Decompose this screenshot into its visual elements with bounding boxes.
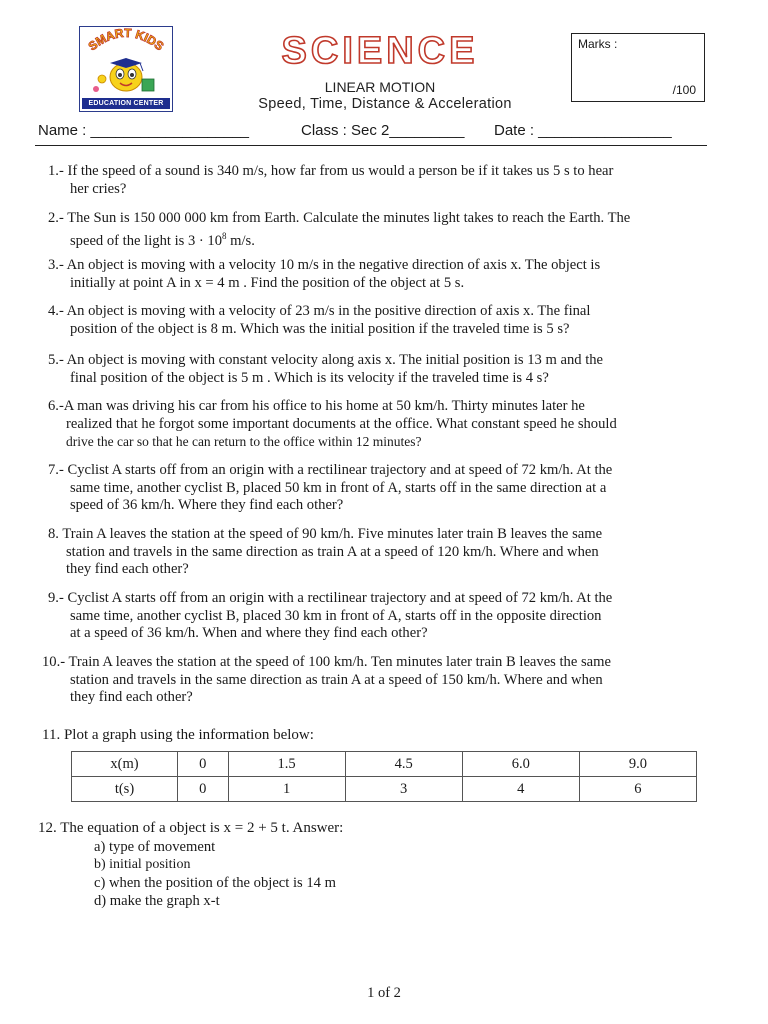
question-text: station and travels in the same direction as train A at a speed of 150 km/h. Where and when (70, 671, 603, 688)
question-text: drive the car so that he can return to the office within 12 minutes? (66, 434, 422, 449)
question-text: same time, another cyclist B, placed 30 km in front of A, starts off in the opposite direction (70, 607, 602, 624)
logo-mascot-icon (80, 27, 172, 99)
question-7 (48, 462, 696, 515)
question-text: at a speed of 36 km/h. When and where they find each other? (70, 625, 428, 641)
question-text: station and travels in the same direction as train A at a speed of 120 km/h. Where and when (66, 543, 599, 560)
question-text: 6.-A man was driving his car from his office to his home at 50 km/h. Thirty minutes later he (48, 398, 585, 414)
table-row (72, 752, 697, 777)
table-cell: 4.5 (345, 752, 462, 777)
question-text: 9.- Cyclist A starts off from an origin with a rectilinear trajectory and at speed of 72 km/h. At the (48, 590, 613, 606)
table-cell: 6.0 (462, 752, 579, 777)
question-8 (48, 526, 696, 579)
question-10 (42, 654, 696, 707)
question-text: speed of 36 km/h. Where they find each other? (70, 497, 344, 513)
question-text-part: m/s. (226, 232, 255, 249)
name-field: Name : ___________________ (38, 122, 250, 139)
question-text: they find each other? (70, 689, 193, 705)
svg-text:SMART KIDS: SMART KIDS (85, 27, 167, 54)
question-text: 3.- An object is moving with a velocity 10 m/s in the negative direction of axis x. The object is (48, 257, 601, 273)
question-text: initially at point A in x = 4 m . Find the position of the object at 5 s. (70, 274, 465, 291)
class-field: Class : Sec 2_________ (301, 122, 465, 139)
topic-subtitle: Speed, Time, Distance & Acceleration (258, 96, 512, 112)
marks-box (571, 33, 705, 102)
topic-title: LINEAR MOTION (324, 79, 436, 95)
question-text: 10.- Train A leaves the station at the speed of 100 km/h. Ten minutes later train B leaves the same (42, 654, 611, 670)
smart-kids-logo (79, 26, 173, 112)
table-cell: x(m) (72, 752, 178, 777)
question-text: 2.- The Sun is 150 000 000 km from Earth. Calculate the minutes light takes to reach the Earth. The (48, 210, 631, 226)
table-row (72, 777, 697, 802)
list-item: a) type of movement (94, 839, 216, 855)
table-cell: 1 (228, 777, 345, 802)
exponent: 8 (222, 230, 227, 241)
page-title: SCIENCE (281, 30, 479, 72)
table-cell: 0 (178, 777, 229, 802)
data-table (71, 751, 697, 802)
question-text-part: speed of the light is 3 · 10 (70, 232, 222, 249)
question-12-items (94, 838, 336, 910)
list-item: b) initial position (94, 857, 191, 872)
list-item: c) when the position of the object is 14 m (94, 875, 336, 891)
question-3 (48, 257, 696, 292)
table-cell: 3 (345, 777, 462, 802)
table-cell: 1.5 (228, 752, 345, 777)
marks-total: /100 (672, 83, 696, 97)
question-text: 7.- Cyclist A starts off from an origin with a rectilinear trajectory and at speed of 72 km/h. At the (48, 462, 613, 478)
table-cell: 9.0 (579, 752, 696, 777)
student-info-line (38, 122, 708, 144)
table-cell: t(s) (72, 777, 178, 802)
question-text: 12. The equation of a object is x = 2 + 5 t. Answer: (38, 820, 344, 836)
table-cell: 0 (178, 752, 229, 777)
question-text: position of the object is 8 m. Which was the initial position if the traveled time is 5 s? (70, 320, 570, 337)
question-2 (48, 210, 696, 250)
question-6 (48, 398, 696, 451)
table-cell: 6 (579, 777, 696, 802)
question-12 (38, 820, 686, 838)
question-text: 8. Train A leaves the station at the speed of 90 km/h. Five minutes later train B leaves the same (48, 526, 603, 542)
date-field: Date : ________________ (494, 122, 672, 139)
question-text: realized that he forgot some important documents at the office. What constant speed he should (66, 415, 617, 432)
question-11 (42, 727, 690, 745)
question-text (48, 228, 696, 250)
question-4 (48, 303, 696, 338)
question-text: 4.- An object is moving with a velocity of 23 m/s in the positive direction of axis x. The final (48, 303, 591, 319)
question-text: same time, another cyclist B, placed 50 km in front of A, starts off in the same direction at a (70, 479, 607, 496)
question-text: final position of the object is 5 m . Which is its velocity if the traveled time is 4 s? (70, 369, 549, 386)
logo-caption: EDUCATION CENTER (82, 98, 170, 109)
question-text: 1.- If the speed of a sound is 340 m/s, how far from us would a person be if it takes us 5 s to hear (48, 163, 614, 179)
question-text: 11. Plot a graph using the information below: (42, 727, 314, 743)
marks-label: Marks : (578, 37, 618, 51)
question-5 (48, 352, 696, 387)
question-1 (48, 163, 696, 198)
question-text: her cries? (70, 180, 127, 197)
page-number: 1 of 2 (367, 985, 401, 1001)
question-text: 5.- An object is moving with constant velocity along axis x. The initial position is 13 m and the (48, 352, 604, 368)
question-9 (48, 590, 696, 643)
header-divider (35, 145, 707, 146)
question-text: they find each other? (66, 561, 189, 577)
list-item: d) make the graph x-t (94, 893, 220, 909)
table-cell: 4 (462, 777, 579, 802)
